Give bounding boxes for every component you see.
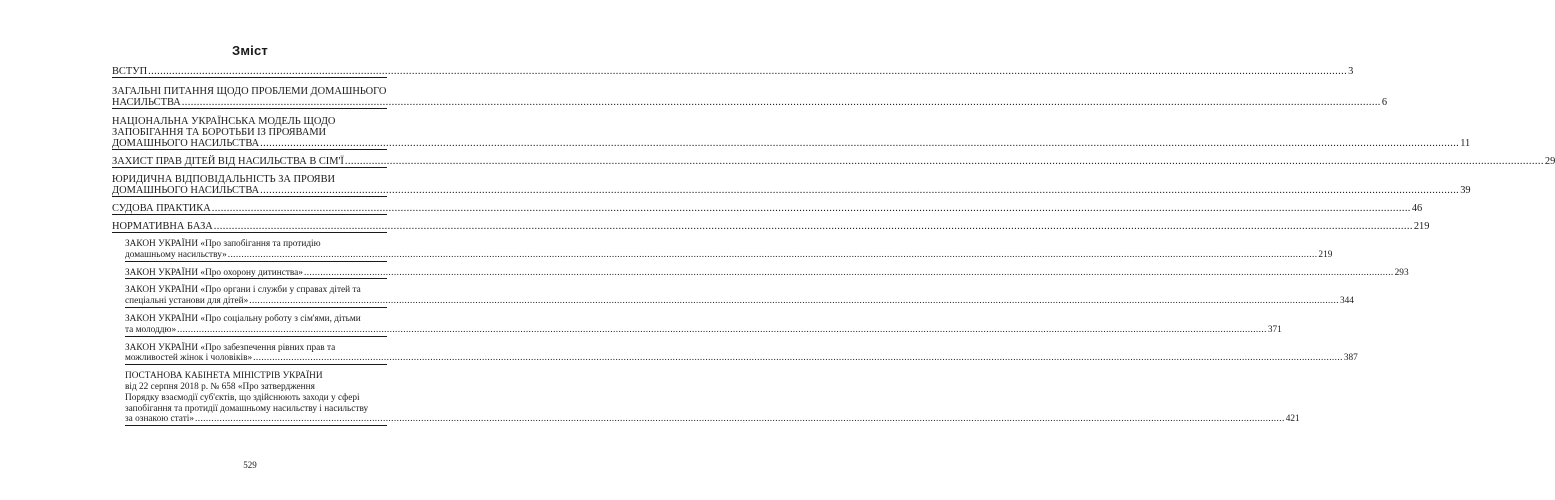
toc-section-entry (112, 116, 1471, 150)
toc-page-number: 344 (1339, 296, 1354, 307)
toc-page-number: 11 (1460, 138, 1471, 149)
entry-divider (112, 214, 387, 215)
toc-subsection-entry (112, 313, 1282, 337)
toc-entry-line: ВСТУП (112, 66, 148, 77)
toc-entry-leader-row (125, 249, 1333, 261)
toc-entry-line: можливостей жінок і чоловіків» (125, 353, 253, 364)
toc-section-entry (112, 86, 1388, 109)
toc-entry-line: ДОМАШНЬОГО НАСИЛЬСТВА (112, 138, 260, 149)
entry-divider (125, 425, 387, 426)
dot-leader: ................................................................................................................................................................................................................................................................................................................................................................................................................ (177, 324, 1267, 335)
toc-entry-line: запобігання та протидії домашньому насильству і насильству (125, 403, 369, 414)
toc-subsection-entry (112, 267, 1409, 280)
toc-section-entry (112, 156, 1555, 168)
toc-entry-leader-row (125, 296, 1354, 307)
toc-subsection-entry (112, 371, 1300, 426)
dot-leader: ................................................................................................................................................................................................................................................................................................................................................................................................................ (181, 97, 1381, 108)
toc-page-number: 421 (1285, 414, 1300, 425)
entry-divider (112, 196, 387, 197)
toc-entry-leader-row (112, 66, 1354, 77)
entry-divider (112, 149, 387, 150)
toc-entry-leader-row (112, 97, 1388, 108)
entry-divider (112, 167, 387, 168)
dot-leader: ................................................................................................................................................................................................................................................................................................................................................................................................................ (148, 66, 1348, 77)
toc-entry-line: ЗАКОН УКРАЇНИ «Про забезпечення рівних прав та (125, 342, 336, 353)
dot-leader: ................................................................................................................................................................................................................................................................................................................................................................................................................ (253, 353, 1343, 364)
toc-entry-line: та молоддю» (125, 324, 177, 335)
entry-divider (125, 307, 387, 308)
toc-entry-line: Порядку взаємодії суб'єктів, що здійснюють заходи у сфері (125, 392, 360, 403)
dot-leader: ................................................................................................................................................................................................................................................................................................................................................................................................................ (211, 203, 1411, 214)
toc-section-entry (112, 174, 1471, 197)
toc-page-number: 219 (1413, 221, 1430, 232)
table-of-contents (112, 66, 1555, 426)
entry-divider (112, 108, 387, 109)
toc-entry-line: ЗАКОН УКРАЇНИ «Про органи і служби у справах дітей та (125, 285, 361, 296)
toc-entry-leader-row (125, 324, 1282, 336)
toc-entry-leader-row (112, 221, 1430, 232)
dot-leader: ................................................................................................................................................................................................................................................................................................................................................................................................................ (344, 156, 1544, 167)
toc-subsection-entry (112, 239, 1333, 262)
toc-section-entry (112, 203, 1423, 215)
dot-leader: ................................................................................................................................................................................................................................................................................................................................................................................................................ (213, 221, 1413, 232)
toc-entry-line: домашньому насильству» (125, 249, 227, 260)
toc-page-number: 46 (1411, 203, 1423, 214)
toc-entry-line: ДОМАШНЬОГО НАСИЛЬСТВА (112, 185, 260, 196)
toc-subsection-entry (112, 285, 1354, 308)
toc-page-number: 219 (1318, 249, 1333, 260)
toc-entry-line: ЗАКОН УКРАЇНИ «Про соціальну роботу з сім'ями, дітьми (125, 313, 361, 324)
toc-entry-line: СУДОВА ПРАКТИКА (112, 203, 211, 214)
page-number: 529 (243, 460, 257, 470)
toc-entry-line: ЮРИДИЧНА ВІДПОВІДАЛЬНІСТЬ ЗА ПРОЯВИ (112, 174, 336, 185)
toc-entry-line: ЗАПОБІГАННЯ ТА БОРОТЬБИ ІЗ ПРОЯВАМИ (112, 127, 327, 138)
toc-entry-leader-row (112, 203, 1423, 214)
toc-entry-line: НАСИЛЬСТВА (112, 97, 181, 108)
toc-entry-line: ЗАХИСТ ПРАВ ДІТЕЙ ВІД НАСИЛЬСТВА В СІМ'Ї (112, 156, 344, 167)
toc-page-number: 29 (1544, 156, 1555, 167)
toc-entry-leader-row (125, 353, 1358, 364)
dot-leader: ................................................................................................................................................................................................................................................................................................................................................................................................................ (195, 414, 1285, 425)
toc-entry-line: НАЦІОНАЛЬНА УКРАЇНСЬКА МОДЕЛЬ ЩОДО (112, 116, 336, 127)
toc-entry-line: ЗАГАЛЬНІ ПИТАННЯ ЩОДО ПРОБЛЕМИ ДОМАШНЬОГО (112, 86, 387, 97)
toc-entry-leader-row (112, 138, 1471, 149)
toc-entry-leader-row (112, 185, 1471, 196)
toc-page-number: 39 (1460, 185, 1471, 196)
toc-entry-leader-row (112, 156, 1555, 167)
toc-page-number: 387 (1343, 353, 1358, 364)
entry-divider (125, 278, 387, 279)
entry-divider (125, 261, 387, 262)
toc-page-number: 3 (1348, 66, 1354, 77)
toc-entry-line: ПОСТАНОВА КАБІНЕТА МІНІСТРІВ УКРАЇНИ (125, 371, 323, 382)
toc-subsection-entry (112, 342, 1358, 366)
toc-entry-leader-row (125, 414, 1300, 425)
toc-page-number: 293 (1394, 267, 1409, 278)
dot-leader: ................................................................................................................................................................................................................................................................................................................................................................................................................ (260, 185, 1460, 196)
dot-leader: ................................................................................................................................................................................................................................................................................................................................................................................................................ (227, 249, 1318, 260)
dot-leader: ................................................................................................................................................................................................................................................................................................................................................................................................................ (249, 296, 1339, 307)
toc-entry-line: ЗАКОН УКРАЇНИ «Про запобігання та протидію (125, 239, 321, 249)
toc-section-entry (112, 66, 1354, 78)
entry-divider (125, 336, 387, 337)
toc-entry-line: НОРМАТИВНА БАЗА (112, 221, 213, 232)
toc-entry-line: від 22 серпня 2018 р. № 658 «Про затвердження (125, 381, 315, 392)
entry-divider (112, 77, 387, 78)
toc-page-number: 371 (1267, 324, 1282, 335)
toc-entry-line: за ознакою статі» (125, 414, 194, 425)
entry-divider (112, 232, 387, 233)
toc-entry-leader-row (125, 267, 1409, 279)
toc-title: Зміст (232, 43, 268, 58)
toc-section-entry (112, 221, 1430, 233)
entry-divider (125, 364, 387, 365)
toc-entry-line: ЗАКОН УКРАЇНИ «Про охорону дитинства» (125, 267, 303, 278)
dot-leader: ................................................................................................................................................................................................................................................................................................................................................................................................................ (260, 138, 1460, 149)
toc-page-number: 6 (1381, 97, 1388, 108)
toc-entry-line: спеціальні установи для дітей» (125, 296, 249, 307)
dot-leader: ................................................................................................................................................................................................................................................................................................................................................................................................................ (303, 267, 1394, 278)
